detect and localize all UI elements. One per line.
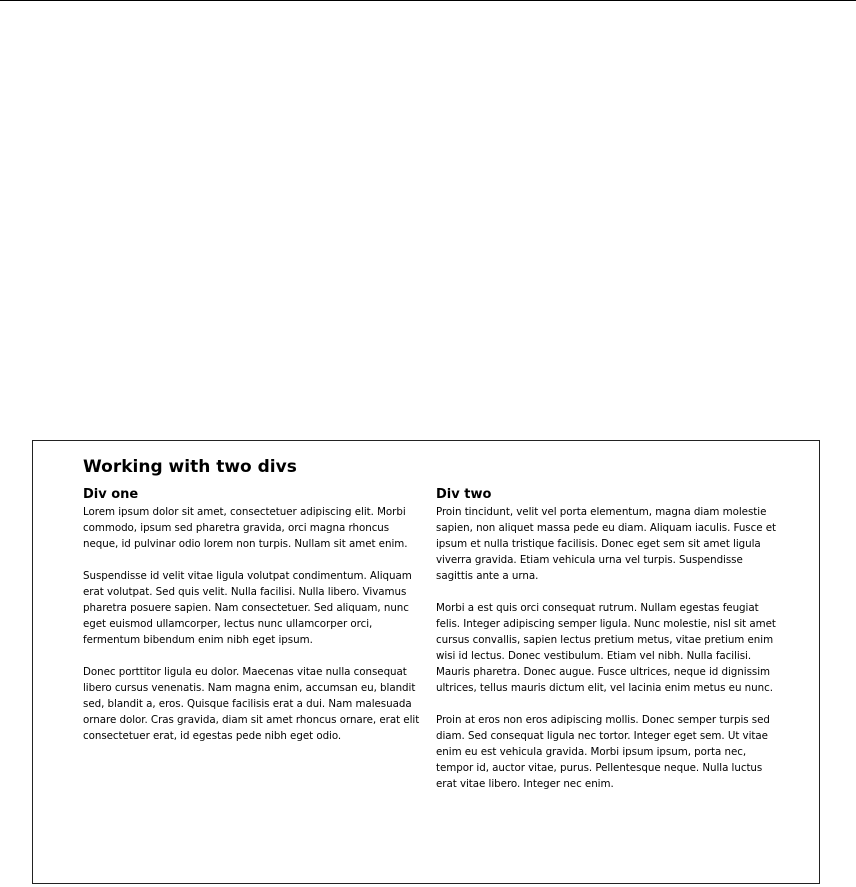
page-title: Working with two divs (83, 457, 297, 477)
div-two-paragraph-2: Morbi a est quis orci consequat rutrum. Nullam egestas feugiat felis. Integer adipiscing semper ligula. Nunc molestie, nisl sit amet cursus convallis, sapien lectus pretium metus, vitae pretium enim wisi id lectus. Donec vestibulum. Etiam vel nibh. Nulla facilisi. Mauris pharetra. Donec augue. Fusce ultrices, neque id dignissim ultrices, tellus mauris dictum elit, vel lacinia enim metus eu nunc. (436, 602, 776, 694)
div-one-paragraph-3: Donec porttitor ligula eu dolor. Maecenas vitae nulla consequat libero cursus venenatis. Nam magna enim, accumsan eu, blandit sed, blandit a, eros. Quisque facilisis erat a dui. Nam malesuada ornare dolor. Cras gravida, diam sit amet rhoncus ornare, erat elit consectetuer erat, id egestas pede nibh eget odio. (83, 666, 420, 742)
div-two-paragraph-1: Proin tincidunt, velit vel porta elementum, magna diam molestie sapien, non aliquet massa pede eu diam. Aliquam iaculis. Fusce et ipsum et nulla tristique facilisis. Donec eget sem sit amet ligula viverra gravida. Etiam vehicula urna vel turpis. Suspendisse sagittis ante a urna. (436, 506, 777, 582)
div-two-heading: Div two (436, 487, 492, 502)
div-one-heading: Div one (83, 487, 139, 502)
div-one-paragraph-1: Lorem ipsum dolor sit amet, consectetuer adipiscing elit. Morbi commodo, ipsum sed pharetra gravida, orci magna rhoncus neque, id pulvinar odio lorem non turpis. Nullam sit amet enim. (83, 506, 408, 550)
top-divider (0, 0, 856, 1)
div-one-column (83, 487, 423, 760)
div-two-paragraph-3: Proin at eros non eros adipiscing mollis. Donec semper turpis sed diam. Sed consequat ligula nec tortor. Integer eget sem. Ut vitae enim eu est vehicula gravida. Morbi ipsum ipsum, porta nec, tempor id, auctor vitae, purus. Pellentesque neque. Nulla luctus erat vitae libero. Integer nec enim. (436, 714, 770, 790)
example-figure (32, 440, 820, 884)
div-one-paragraph-2: Suspendisse id velit vitae ligula volutpat condimentum. Aliquam erat volutpat. Sed quis velit. Nulla facilisi. Nulla libero. Vivamus pharetra posuere sapien. Nam consectetuer. Sed aliquam, nunc eget euismod ullamcorper, lectus nunc ullamcorper orci, fermentum bibendum enim nibh eget ipsum. (83, 570, 412, 646)
div-two-column (436, 487, 776, 808)
